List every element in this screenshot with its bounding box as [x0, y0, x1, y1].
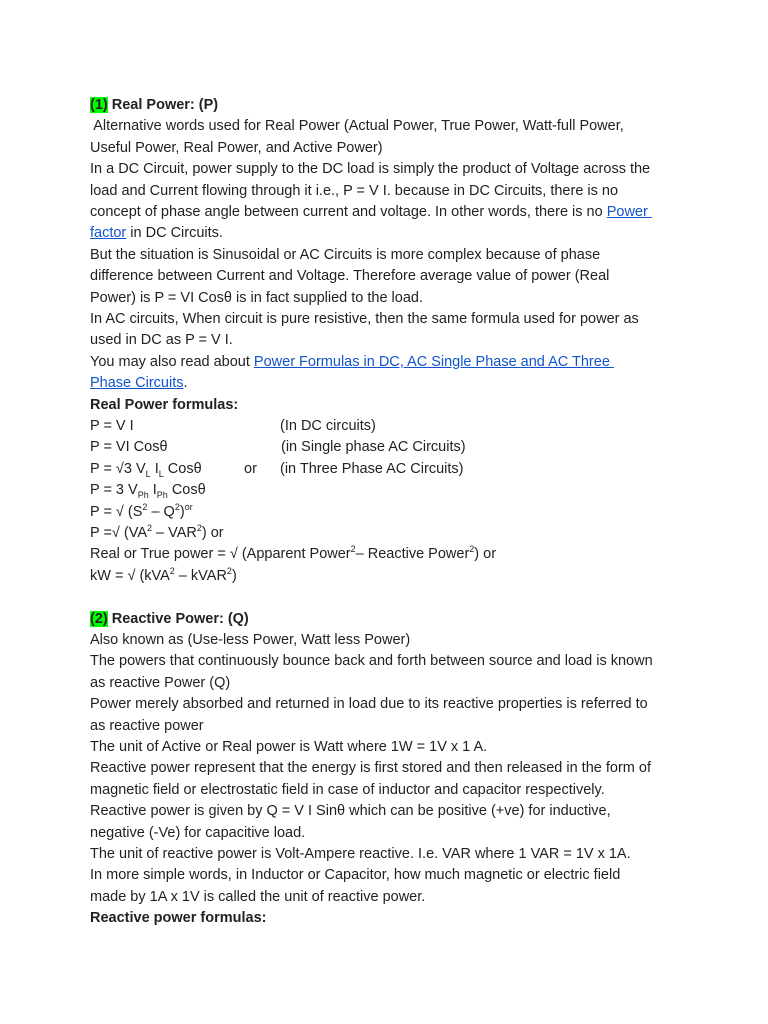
formula-line	[90, 544, 690, 565]
paragraph-line: In a DC Circuit, power supply to the DC load is simply the product of Voltage across the	[90, 161, 651, 178]
paragraph-text: You may also read about	[90, 353, 254, 370]
formula-subscript: L	[145, 468, 151, 479]
paragraph-line: made by 1A x 1V is called the unit of reactive power.	[90, 888, 426, 905]
section-2-title: Reactive Power: (Q)	[111, 610, 249, 627]
formula-part: )	[179, 503, 185, 520]
formula-superscript: 2	[226, 566, 232, 576]
paragraph-line: The powers that continuously bounce back and forth between source and load is known	[90, 653, 653, 670]
formula-part: P = √3 V	[90, 460, 146, 477]
formula-line	[90, 437, 690, 458]
formula-part: – kVAR	[174, 567, 227, 584]
formula-line	[90, 416, 690, 437]
paragraph-line: Power merely absorbed and returned in load due to its reactive properties is referred to	[90, 696, 648, 713]
formula-part: kW = √ (kVA	[90, 567, 170, 584]
formula-part: – Q	[147, 503, 175, 520]
paragraph-line: as reactive power	[90, 717, 204, 734]
paragraph-line: The unit of Active or Real power is Watt where 1W = 1V x 1 A.	[90, 739, 488, 756]
paragraph-line	[90, 223, 690, 244]
section-1-title: Real Power: (P)	[111, 97, 219, 113]
real-power-formulas-heading: Real Power formulas:	[90, 396, 239, 413]
formula-line	[90, 566, 690, 587]
formula-part: – VAR	[152, 525, 197, 542]
paragraph-line: Power) is P = VI Cosθ is in fact supplied to the load.	[90, 289, 424, 306]
formula-subscript: L	[158, 468, 164, 479]
paragraph-line: Also known as (Use-less Power, Watt less Power)	[90, 632, 411, 649]
formula-text	[90, 461, 202, 477]
paragraph-text: concept of phase angle between current and voltage. In other words, there is no	[90, 204, 607, 221]
paragraph-line: But the situation is Sinusoidal or AC Circuits is more complex because of phase	[90, 246, 601, 263]
formula-superscript: 2	[142, 501, 148, 512]
formula-superscript: 2	[147, 523, 153, 534]
formula-text: P = V I	[90, 418, 134, 435]
paragraph-line: negative (-Ve) for capacitive load.	[90, 824, 306, 841]
section-2-heading	[90, 609, 690, 630]
power-formulas-link-continued[interactable]: Phase Circuits	[90, 375, 184, 392]
formula-part: I	[148, 482, 157, 499]
formula-superscript: 2	[169, 566, 175, 576]
formula-superscript: 2	[469, 544, 475, 555]
document-body	[90, 95, 690, 930]
formula-line	[90, 480, 690, 501]
formula-superscript: 2	[174, 501, 180, 512]
formula-note: (in Single phase AC Circuits)	[281, 439, 466, 456]
formula-line	[90, 502, 690, 523]
paragraph-line	[90, 373, 690, 394]
paragraph-line: used in DC as P = V I.	[90, 332, 233, 349]
formula-line	[90, 523, 690, 544]
section-1-badge: (1)	[90, 97, 108, 113]
formula-text: P = VI Cosθ	[90, 439, 168, 456]
formula-part: Cosθ	[167, 482, 206, 499]
paragraph-line: load and Current flowing through it i.e., P = V I. because in DC Circuits, there is no	[90, 182, 619, 199]
paragraph-line: Reactive power represent that the energy is first stored and then released in the form of	[90, 760, 651, 777]
paragraph-line: The unit of reactive power is Volt-Ampere reactive. I.e. VAR where 1 VAR = 1V x 1A.	[90, 846, 631, 863]
paragraph-line: difference between Current and Voltage. Therefore average value of power (Real	[90, 268, 610, 285]
formula-part: I	[150, 460, 159, 477]
formula-part: P = 3 V	[90, 482, 138, 499]
formula-or: or	[244, 460, 257, 477]
reactive-power-formulas-heading: Reactive power formulas:	[90, 910, 267, 927]
power-formulas-link[interactable]: Power Formulas in DC, AC Single Phase and AC Three	[253, 353, 614, 370]
paragraph-line: magnetic field or electrostatic field in case of inductor and capacitor respectively.	[90, 781, 605, 798]
formula-subscript: Ph	[137, 490, 149, 501]
section-1-heading	[90, 95, 690, 116]
paragraph-line: In more simple words, in Inductor or Capacitor, how much magnetic or electric field	[90, 867, 621, 884]
paragraph-text: .	[183, 375, 188, 392]
formula-part: – Reactive Power	[355, 546, 470, 563]
formula-part: Real or True power = √ (Apparent Power	[90, 546, 351, 563]
blank-line	[90, 587, 690, 608]
paragraph-line: as reactive Power (Q)	[90, 674, 231, 691]
paragraph-line: Reactive power is given by Q = V I Sinθ which can be positive (+ve) for inductive,	[90, 803, 611, 820]
paragraph-line	[90, 202, 690, 223]
paragraph-line: In AC circuits, When circuit is pure resistive, then the same formula used for power as	[90, 311, 639, 328]
formula-note: (in Three Phase AC Circuits)	[280, 460, 464, 477]
formula-part: )	[231, 567, 237, 584]
formula-part: Cosθ	[163, 460, 202, 477]
paragraph-text: in DC Circuits.	[126, 225, 223, 242]
formula-part: P = √ (S	[90, 503, 143, 520]
paragraph-line: Alternative words used for Real Power (Actual Power, True Power, Watt-full Power,	[90, 118, 624, 135]
formula-superscript: 2	[350, 544, 356, 555]
formula-superscript: 2	[196, 523, 202, 534]
formula-superscript: or	[184, 501, 193, 512]
power-factor-link[interactable]: Power	[606, 204, 652, 221]
formula-part: ) or	[474, 546, 497, 563]
formula-part: P =√ (VA	[90, 525, 147, 542]
formula-note: (In DC circuits)	[280, 418, 376, 435]
formula-subscript: Ph	[156, 490, 168, 501]
formula-line	[90, 459, 690, 480]
power-factor-link-continued[interactable]: factor	[90, 225, 127, 242]
section-2-badge: (2)	[90, 610, 108, 627]
formula-part: ) or	[201, 525, 224, 542]
paragraph-line	[90, 352, 690, 373]
paragraph-line: Useful Power, Real Power, and Active Power)	[90, 139, 383, 156]
